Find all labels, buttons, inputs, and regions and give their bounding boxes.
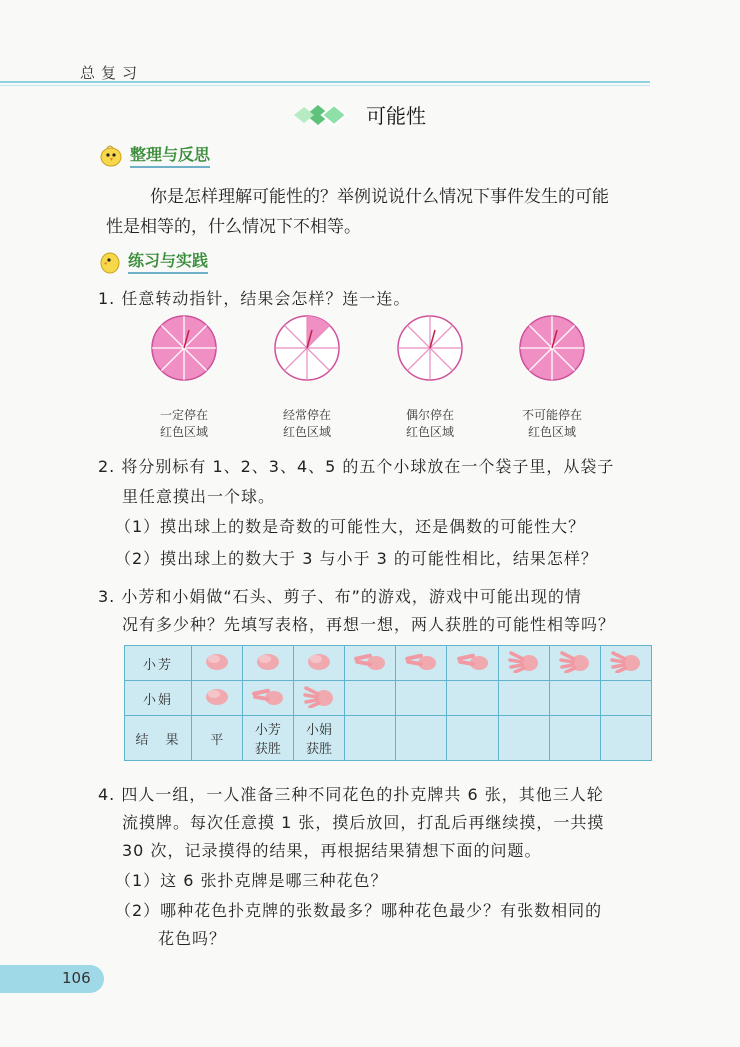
paper-hand-icon — [549, 646, 600, 681]
scissors-hand-icon — [345, 646, 396, 681]
scissors-hand-icon — [396, 646, 447, 681]
spinner-mostly-white — [273, 314, 341, 382]
question-4-sub-1: （1）这 6 张扑克牌是哪三种花色？ — [115, 871, 388, 890]
question-2-sub-2: （2）摸出球上的数大于 3 与小于 3 的可能性相比，结果怎样？ — [115, 549, 598, 568]
empty-cell[interactable] — [600, 716, 651, 761]
empty-cell[interactable] — [498, 716, 549, 761]
spinner-label: 不可能停在 红色区域 — [521, 408, 582, 439]
section-header-reflection — [98, 142, 210, 168]
spinner-all-red — [150, 314, 218, 382]
intro-line-2: 性是相等的，什么情况下不相等。 — [106, 217, 361, 237]
question-1: 1. 任意转动指针，结果会怎样？连一连。 — [98, 289, 411, 308]
paper-hand-icon — [600, 646, 651, 681]
empty-cell[interactable] — [447, 716, 498, 761]
section-header-practice — [98, 248, 208, 274]
scissors-hand-icon — [447, 646, 498, 681]
section-label: 练习与实践 — [128, 248, 208, 274]
question-4-line-3: 30 次，记录摸得的结果，再根据结果猜想下面的问题。 — [122, 841, 542, 860]
table-row — [125, 646, 652, 681]
empty-cell[interactable] — [396, 716, 447, 761]
question-3-line-2: 况有多少种？先填写表格，再想一想，两人获胜的可能性相等吗？ — [122, 615, 616, 634]
row-head-xiaofang: 小芳 — [125, 646, 192, 681]
empty-cell[interactable] — [447, 681, 498, 716]
table-row — [125, 681, 652, 716]
diamond-ornament-icon — [292, 103, 356, 127]
intro-line-1: 你是怎样理解可能性的？举例说说什么情况下事件发生的可能 — [150, 187, 609, 207]
paper-hand-icon — [294, 681, 345, 716]
spinner-no-red — [518, 314, 586, 382]
row-head-xiaojuan: 小娟 — [125, 681, 192, 716]
chapter-header: 总复习 — [80, 64, 144, 82]
rock-hand-icon — [191, 646, 242, 681]
spinner-label: 偶尔停在 红色区域 — [405, 408, 454, 439]
scissors-hand-icon — [242, 681, 293, 716]
section-label: 整理与反思 — [130, 142, 210, 168]
question-2-line-2: 里任意摸出一个球。 — [122, 487, 276, 506]
rock-hand-icon — [294, 646, 345, 681]
result-cell: 小芳 获胜 — [242, 716, 293, 761]
question-4-line-1: 4. 四人一组，一人准备三种不同花色的扑克牌共 6 张，其他三人轮 — [98, 785, 604, 804]
paper-hand-icon — [498, 646, 549, 681]
empty-cell[interactable] — [345, 716, 396, 761]
header-rule-thin — [0, 85, 650, 86]
question-4-sub-2-line-2: 花色吗？ — [158, 929, 227, 948]
result-cell: 小娟 获胜 — [294, 716, 345, 761]
spinner-label: 一定停在 红色区域 — [159, 408, 208, 439]
question-2-line-1: 2. 将分别标有 1、2、3、4、5 的五个小球放在一个袋子里，从袋子 — [98, 457, 615, 476]
rock-hand-icon — [242, 646, 293, 681]
spinner-rarely-red — [396, 314, 464, 382]
question-4-line-2: 流摸牌。每次任意摸 1 张，摸后放回，打乱后再继续摸，一共摸 — [122, 813, 605, 832]
question-3-line-1: 3. 小芳和小娟做“石头、剪子、布”的游戏，游戏中可能出现的情 — [98, 587, 582, 606]
page-number: 106 — [62, 969, 91, 987]
chick-mascot-icon — [98, 248, 122, 274]
page-title: 可能性 — [366, 104, 426, 128]
empty-cell[interactable] — [549, 681, 600, 716]
table-row — [125, 716, 652, 761]
spinner-label: 经常停在 红色区域 — [282, 408, 331, 439]
empty-cell[interactable] — [549, 716, 600, 761]
chick-mascot-icon — [98, 142, 124, 168]
question-2-sub-1: （1）摸出球上的数是奇数的可能性大，还是偶数的可能性大？ — [115, 517, 586, 536]
question-4-sub-2-line-1: （2）哪种花色扑克牌的张数最多？哪种花色最少？有张数相同的 — [115, 901, 603, 920]
empty-cell[interactable] — [498, 681, 549, 716]
empty-cell[interactable] — [600, 681, 651, 716]
empty-cell[interactable] — [396, 681, 447, 716]
row-head-result: 结 果 — [125, 716, 192, 761]
empty-cell[interactable] — [345, 681, 396, 716]
result-cell: 平 — [191, 716, 242, 761]
rock-hand-icon — [191, 681, 242, 716]
title-block — [292, 100, 426, 129]
rps-table — [124, 645, 652, 761]
